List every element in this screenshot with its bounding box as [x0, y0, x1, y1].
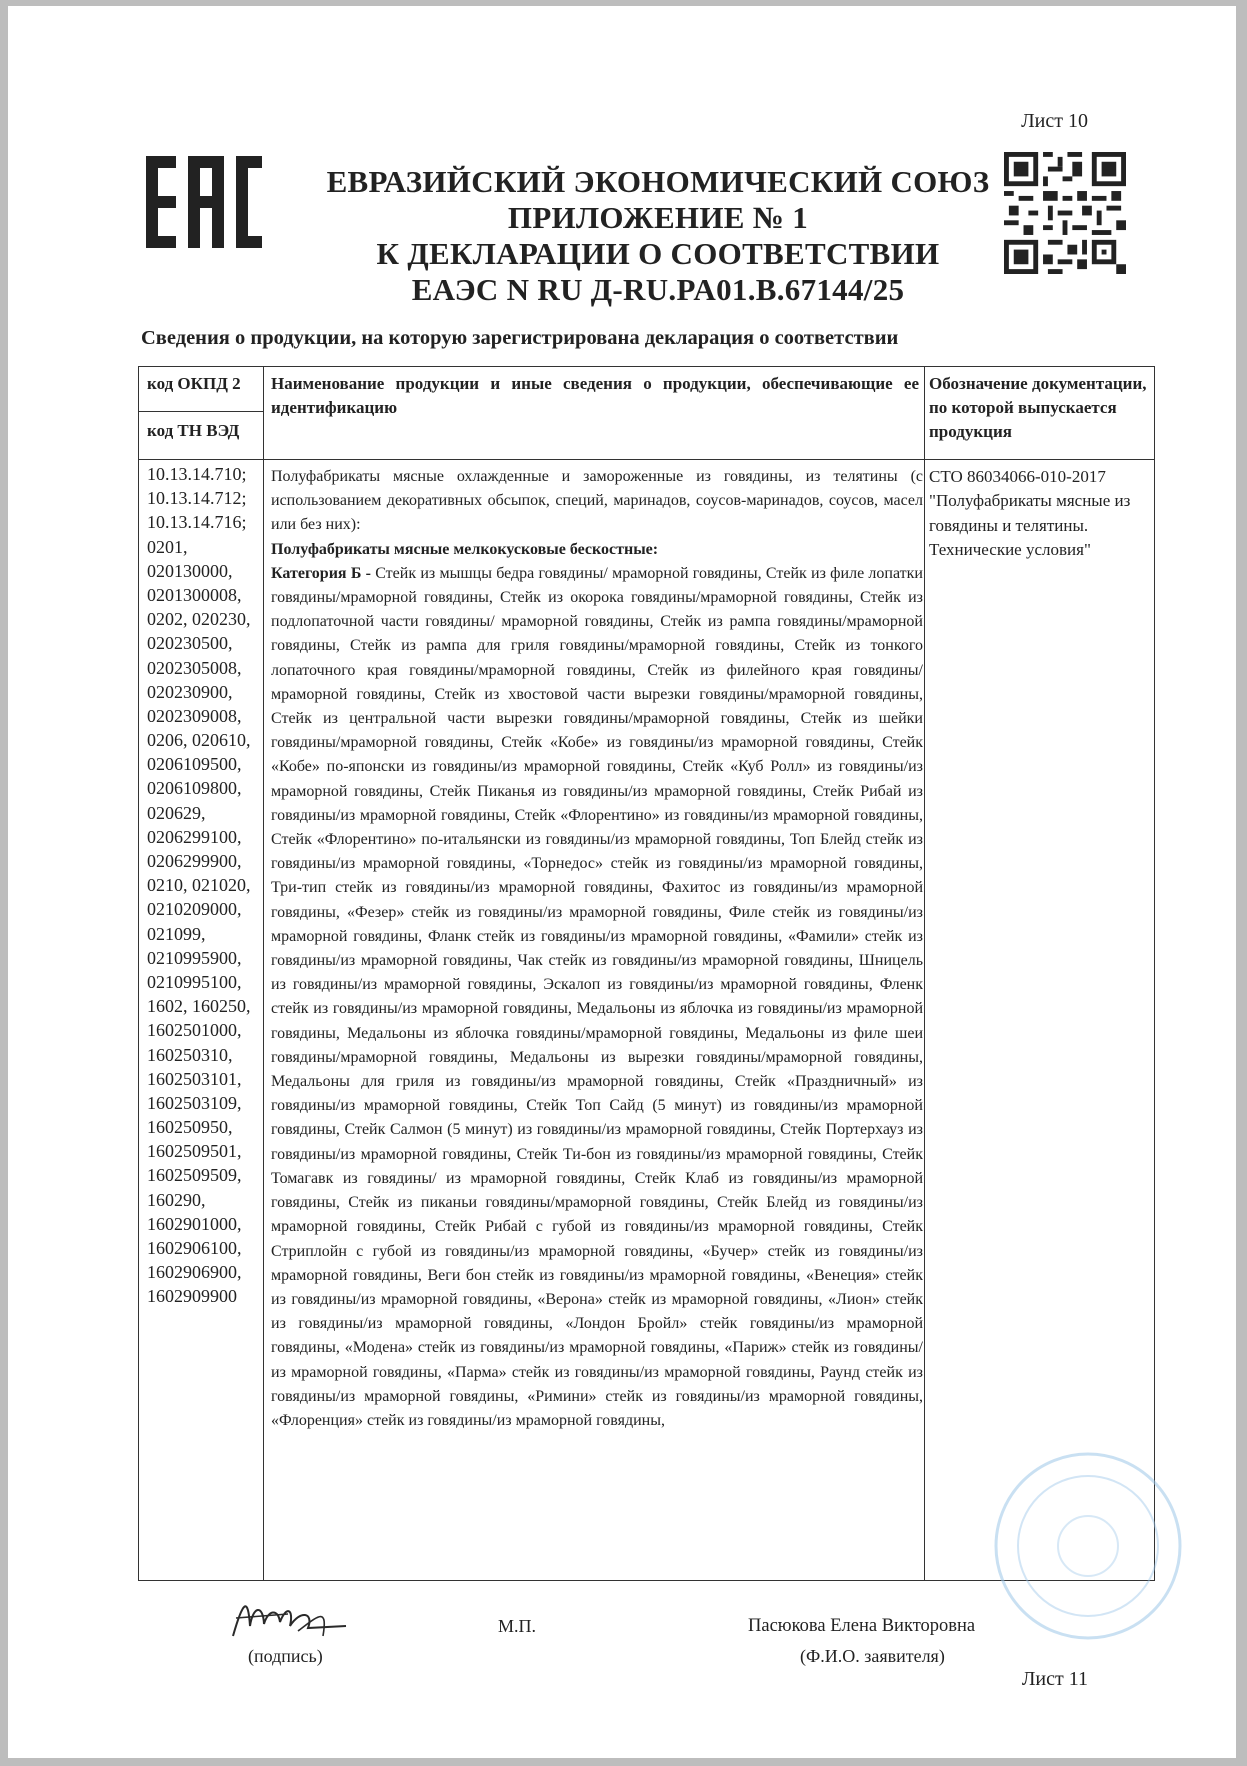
code-item: 1602906900, [147, 1262, 242, 1283]
code-item: 0206, 020610, [147, 730, 251, 751]
sheet-number-bottom: Лист 11 [1021, 1668, 1088, 1690]
category-text: Стейк из мышцы бедра говядины/ мраморной говядины, Стейк из филе лопатки говядины/мраморной говядины, Стейк из окорока говядины/мраморной говядины, Стейк из подлопаточной части говядины/ мраморной говядины, Стейк из рампа говядины/мраморной говядины, Стейк из рампа для гриля говядины/мраморной говядины, Стейк из тонкого лопаточного края говядины/мраморной говядины, Стейк из филейного края говядины/мраморной говядины, Стейк из хвостовой части вырезки говядины/мраморной говядины, Стейк из центральной части вырезки говядины/мраморной говядины, Стейк из шейки говядины/мраморной говядины, Стейк «Кобе» из говядины/из мраморной говядины, Стейк «Кобе» по-японски из говядины/из мраморной говядины, Стейк «Куб Ролл» из говядины/из мраморной говядины, Стейк Пиканья из говядины/из мраморной говядины, Стейк Рибай из говядины/из мраморной говядины, Стейк «Флорентино» из говядины/из мраморной говядины, Стейк «Флорентино» по-итальянски из говядины/из мраморной говядины, Топ Блейд стейк из говядины/из мраморной говядины, «Торнедос» стейк из говядины/из мраморной говядины, Три-тип стейк из говядины/из мраморной говядины, Фахитос из говядины/из мраморной говядины, «Фезер» стейк из говядины/из мраморной говядины, Филе стейк из говядины/из мраморной говядины, Фланк стейк из говядины/из мраморной говядины, «Фамили» стейк из говядины/из мраморной говядины, Чак стейк из говядины/из мраморной говядины, Шницель из говядины/из мраморной говядины, Эскалоп из говядины/из мраморной говядины, Фленк стейк из говядины/из мраморной говядины, Медальоны из яблочка из говядины/из мраморной говядины, Медальоны из яблочка говядины/мраморной говядины, Медальоны из филе шеи говядины/мраморной говядины, Медальоны из вырезки говядины/мраморной говядины, Медальоны для гриля из говядины/из мраморной говядины, Стейк «Праздничный» из говядины/из мраморной говядины, Стейк Топ Сайд (5 минут) из говядины/из мраморной говядины, Стейк Салмон (5 минут) из говядины/из мраморной говядины, Стейк Портерхауз из говядины/из мраморной говядины, Стейк Ти-бон из говядины/из мраморной говядины, Стейк Томагавк из говядины/ из мраморной говядины, Стейк Клаб из говядины/из мраморной говядины, Стейк из пиканьи говядины/мраморной говядины, Стейк Блейд из говядины/из мраморной говядины, Стейк Рибай с губой из говядины/из мраморной говядины, Стейк Стриплойн с губой из говядины/из мраморной говядины, «Бучер» стейк из говядины/из мраморной говядины, Веги бон стейк из говядины/из мраморной говядины, «Венеция» стейк из говядины/из мраморной говядины, «Верона» стейк из мраморной говядины, «Лион» стейк из говядины/из мраморной говядины, «Лондон Бройл» стейк говядины/из мраморной говядины, «Модена» стейк из говядины/из мраморной говядины, «Париж» стейк из говядины/из мраморной говядины, «Парма» стейк из говядины/из мраморной говядины, Раунд стейк из говядины/из мраморной говядины, «Римини» стейк из говядины/из мраморной говядины, «Флоренция» стейк из говядины/из мраморной говядины, [271, 564, 923, 1429]
code-item: 1602503109, [147, 1092, 242, 1113]
code-item: 160290, [147, 1189, 206, 1210]
code-item: 0206299900, [147, 851, 242, 871]
table-divider [139, 459, 1154, 460]
eac-logo [146, 156, 262, 248]
code-item: 160250310, [147, 1044, 233, 1065]
code-item: 0210995900, [147, 947, 242, 968]
company-stamp [988, 1446, 1188, 1646]
code-item: 0201, [147, 536, 188, 557]
applicant-name-label: (Ф.И.О. заявителя) [800, 1646, 945, 1666]
code-item: 020629, [147, 802, 206, 823]
products-subtitle: Сведения о продукции, на которую зарегистрирована декларация о соответствии [141, 327, 899, 349]
signature-mark [228, 1596, 348, 1641]
code-item: 1602509509, [147, 1165, 242, 1186]
code-item: 1602503101, [147, 1068, 242, 1089]
codes-column [147, 462, 267, 1309]
code-item: 0201300008, [147, 584, 242, 605]
code-item: 10.13.14.716; [147, 512, 247, 533]
code-item: 020230900, [147, 681, 233, 702]
code-item: 0210209000, [147, 899, 242, 920]
code-item: 1602, 160250, [147, 996, 251, 1017]
table-divider [139, 411, 263, 412]
code-item: 0202309008, [147, 705, 242, 726]
code-item: 1602909900 [147, 1286, 237, 1307]
code-item: 10.13.14.712; [147, 488, 247, 509]
product-description [271, 465, 923, 1433]
category-paragraph [271, 562, 923, 1433]
qr-code [1004, 152, 1126, 274]
sheet-number-top: Лист 10 [1021, 110, 1088, 132]
header-declaration: К ДЕКЛАРАЦИИ О СООТВЕТСТВИИ [376, 236, 940, 271]
code-item: 0210995100, [147, 971, 242, 992]
code-item: 0206109800, [147, 778, 242, 799]
applicant-name: Пасюкова Елена Викторовна [748, 1616, 976, 1636]
document-header [268, 164, 1048, 308]
header-declaration-number: ЕАЭС N RU Д-RU.PA01.B.67144/25 [411, 272, 905, 307]
code-item: 020130000, [147, 560, 233, 581]
code-item: 160250950, [147, 1117, 233, 1138]
products-table [138, 366, 1155, 1581]
code-item: 0206299100, [147, 826, 242, 847]
signature-label: (подпись) [248, 1646, 323, 1666]
code-item: 1602901000, [147, 1213, 242, 1234]
okpd-code-header: код ОКПД 2 [147, 374, 241, 393]
product-name-header: Наименование продукции и иные сведения о продукции, обеспечивающие ее идентификацию [271, 374, 919, 417]
code-item: 021099, [147, 923, 206, 944]
code-item: 0202, 020230, [147, 609, 251, 630]
section-title: Полуфабрикаты мясные мелкокусковые бескостные: [271, 540, 659, 558]
code-item: 1602906100, [147, 1238, 242, 1258]
table-divider [924, 367, 925, 1580]
header-union: ЕВРАЗИЙСКИЙ ЭКОНОМИЧЕСКИЙ СОЮЗ [326, 164, 990, 199]
stamp-place-label: М.П. [498, 1616, 537, 1636]
code-item: 020230500, [147, 633, 233, 654]
code-item: 0210, 021020, [147, 875, 251, 896]
category-label: Категория Б - [271, 564, 371, 582]
header-appendix: ПРИЛОЖЕНИЕ № 1 [507, 200, 809, 235]
code-item: 0202305008, [147, 657, 242, 678]
tnved-code-header: код ТН ВЭД [147, 421, 240, 440]
code-item: 1602501000, [147, 1020, 242, 1041]
code-item: 10.13.14.710; [147, 464, 247, 484]
documentation-header: Обозначение документации, по которой выпускается продукция [929, 374, 1147, 441]
product-intro: Полуфабрикаты мясные охлажденные и замороженные из говядины, из телятины (с использованием декоративных обсыпок, специй, маринадов, соусов-маринадов, соусов, масел или без них): [271, 468, 923, 534]
code-item: 1602509501, [147, 1141, 242, 1162]
documentation-value: СТО 86034066-010-2017 "Полуфабрикаты мясные из говядины и телятины. Технические условия" [929, 467, 1131, 560]
document-page [8, 6, 1236, 1758]
code-item: 0206109500, [147, 754, 242, 775]
